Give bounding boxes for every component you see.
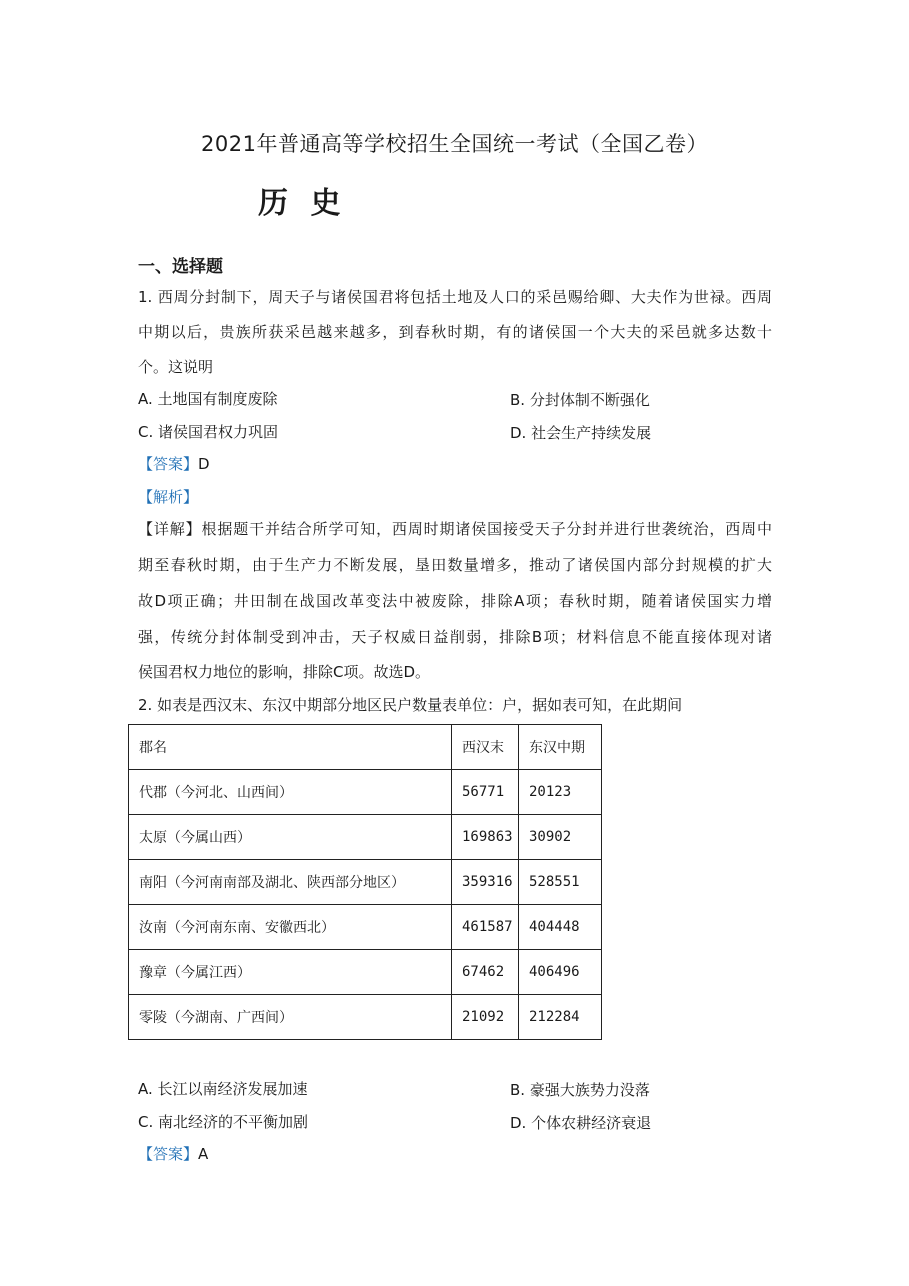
- q1-answer: [138, 454, 210, 474]
- table-cell: 56771: [452, 770, 519, 815]
- table-cell: 代郡（今河北、山西间）: [129, 770, 452, 815]
- table-cell: 太原（今属山西）: [129, 815, 452, 860]
- q1-stem-line-3: 个。这说明: [138, 358, 214, 376]
- q1-option-d: D. 社会生产持续发展: [510, 424, 652, 442]
- table-header-cell: 郡名: [129, 725, 452, 770]
- table-header-cell: 西汉末: [452, 725, 519, 770]
- q2-option-a: A. 长江以南经济发展加速: [138, 1080, 308, 1098]
- table-header-cell: 东汉中期: [519, 725, 602, 770]
- analysis-tag: 【解析】: [138, 488, 199, 506]
- q2-option-c: C. 南北经济的不平衡加剧: [138, 1113, 309, 1131]
- q1-analysis-tag: [138, 487, 198, 507]
- q1-detail-line-4: 强，传统分封体制受到冲击，天子权威日益削弱，排除B项；材料信息不能直接体现对诸: [138, 628, 772, 646]
- q1-detail-line-2: 期至春秋时期，由于生产力不断发展，垦田数量增多，推动了诸侯国内部分封规模的扩大: [138, 556, 772, 574]
- table-cell: 169863: [452, 815, 519, 860]
- q2-answer: [138, 1144, 208, 1164]
- table-row: [129, 815, 602, 860]
- q1-detail-line-5: 侯国君权力地位的影响，排除C项。故选D。: [138, 663, 431, 681]
- table-cell: 30902: [519, 815, 602, 860]
- q1-detail-line-3: 故D项正确；井田制在战国改革变法中被废除，排除A项；春秋时期，随着诸侯国实力增: [138, 592, 772, 610]
- q2-stem: 2. 如表是西汉末、东汉中期部分地区民户数量表单位：户，据如表可知，在此期间: [138, 696, 683, 714]
- table-header-row: [129, 725, 602, 770]
- answer-value: A: [198, 1145, 209, 1163]
- section-title: 一、选择题: [138, 257, 223, 277]
- table-cell: 67462: [452, 950, 519, 995]
- q1-option-b: B. 分封体制不断强化: [510, 391, 650, 409]
- table-cell: 528551: [519, 860, 602, 905]
- q2-option-b: B. 豪强大族势力没落: [510, 1081, 650, 1099]
- subject-title: 历 史: [258, 186, 347, 221]
- table-cell: 21092: [452, 995, 519, 1040]
- table-cell: 212284: [519, 995, 602, 1040]
- table-cell: 汝南（今河南东南、安徽西北）: [129, 905, 452, 950]
- q2-option-d: D. 个体农耕经济衰退: [510, 1114, 652, 1132]
- q1-detail-line-1: 【详解】根据题干并结合所学可知，西周时期诸侯国接受天子分封并进行世袭统治，西周中: [138, 520, 772, 538]
- table-row: [129, 770, 602, 815]
- table-cell: 406496: [519, 950, 602, 995]
- table-row: [129, 950, 602, 995]
- q1-option-c: C. 诸侯国君权力巩固: [138, 423, 279, 441]
- population-table: [128, 724, 602, 1040]
- table-cell: 南阳（今河南南部及湖北、陕西部分地区）: [129, 860, 452, 905]
- answer-tag: 【答案】: [138, 1145, 199, 1163]
- document-title: 2021年普通高等学校招生全国统一考试（全国乙卷）: [201, 132, 708, 156]
- q1-option-a: A. 土地国有制度废除: [138, 390, 278, 408]
- table-cell: 20123: [519, 770, 602, 815]
- table-cell: 零陵（今湖南、广西间）: [129, 995, 452, 1040]
- answer-tag: 【答案】: [138, 455, 199, 473]
- table-cell: 404448: [519, 905, 602, 950]
- q1-stem-line-1: 1. 西周分封制下，周天子与诸侯国君将包括土地及人口的采邑赐给卿、大夫作为世禄。西周: [138, 288, 772, 306]
- table-row: [129, 860, 602, 905]
- table-cell: 461587: [452, 905, 519, 950]
- q1-stem-line-2: 中期以后，贵族所获采邑越来越多，到春秋时期，有的诸侯国一个大夫的采邑就多达数十: [138, 323, 772, 341]
- answer-value: D: [198, 455, 210, 473]
- table-row: [129, 905, 602, 950]
- table-row: [129, 995, 602, 1040]
- table-cell: 359316: [452, 860, 519, 905]
- table-cell: 豫章（今属江西）: [129, 950, 452, 995]
